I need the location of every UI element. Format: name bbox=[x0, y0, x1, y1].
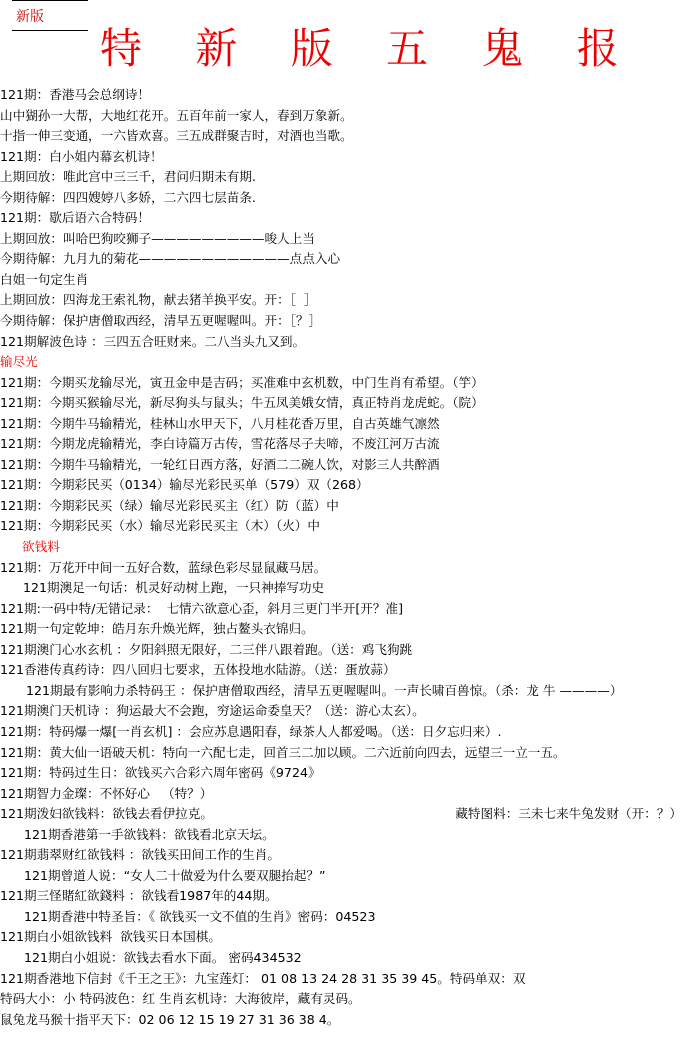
article-body bbox=[0, 85, 690, 1030]
text-line: 121期最有影响力杀特码王 ：保护唐僧取西经，清早五更喔喔叫。一声长啸百兽惊。（杀：龙 牛 ————） bbox=[26, 682, 623, 698]
text-line: 121期：特码爆一爆[一肖玄机] ：会应苏息遇阳春，绿茶人人都爱喝。（送：日夕忘归来）. bbox=[0, 723, 502, 739]
text-line: 121期一句定乾坤：皓月东升焕光辉，独占鳌头衣锦归。 bbox=[0, 621, 314, 637]
text-line: 121期澳门心水玄机 ：夕阳斜照无限好，二三伴八跟着跑。（送：鸡飞狗跳 bbox=[0, 641, 413, 657]
text-line: 121期：万花开中间一五好合数，蓝绿色彩尽显鼠藏马居。 bbox=[0, 559, 327, 575]
text-line: 121期：今期牛马输精光，桂林山水甲天下，八月桂花香万里，自古英雄气凛然 bbox=[0, 415, 440, 431]
text-line: 121期翡翠财红欲钱料 ：欲钱买田间工作的生肖。 bbox=[0, 847, 280, 863]
text-line: 上期回放：唯此宫中三三千，君问归期未有期. bbox=[0, 169, 256, 185]
text-line: 121期：白小姐内幕玄机诗！ bbox=[0, 148, 163, 164]
text-line: 121期香港第一手欲钱料：欲钱看北京天坛。 bbox=[24, 826, 275, 842]
text-line: 121期解波色诗 ：三四五合旺财来。二八当头九又到。 bbox=[0, 333, 306, 349]
section-heading: 输尽光 bbox=[0, 354, 38, 370]
text-line: 今期待解：九月九的菊花————————————点点入心 bbox=[0, 251, 341, 267]
text-line: 上期回放：四海龙王索礼物，献去猪羊换平安。开：［ ］ bbox=[0, 292, 317, 308]
badge-bottom-rule bbox=[12, 30, 88, 31]
text-line: 今期待解：保护唐僧取西经，清早五更喔喔叫。开：［？］ bbox=[0, 313, 322, 329]
badge-text: 新版 bbox=[16, 9, 44, 25]
text-line: 121期：今期彩民买（绿）输尽光彩民买主（红）防（蓝）中 bbox=[0, 497, 339, 513]
text-line: 121期澳门天机诗 ：狗运最大不会跑，穷途运命委皇天？（送：游心太玄）。 bbox=[0, 703, 425, 719]
text-line: 121香港传真药诗：四八回归七要求，五体投地水陆游。（送：蛋放蒜） bbox=[0, 662, 396, 678]
text-line: 121期澳足一句话：机灵好动树上跑，一只神捧写功史 bbox=[23, 580, 325, 596]
text-line: 121期:一码中特/无错记录： 七情六欲意心歪，斜月三更门半开[开？准] bbox=[0, 600, 403, 616]
text-line: 121期智力金璨：不怀好心 （特？） bbox=[0, 785, 213, 801]
text-line: 121期香港中特圣旨：《 欲钱买一文不值的生肖》密码：04523 bbox=[24, 908, 376, 924]
text-line: 121期：今期买猴输尽光，新尽狗头与鼠头；牛五凤美娥女情，真正特肖龙虎蛇。（院） bbox=[0, 395, 484, 411]
text-line: 121期白小姐说：欲钱去看水下面。 密码434532 bbox=[24, 949, 302, 965]
text-line-left: 121期泼妇欲钱料：欲钱去看伊拉克。 bbox=[0, 806, 213, 822]
text-line: 121期曾道人说：“女人二十做爱为什么要双腿抬起？” bbox=[24, 867, 326, 883]
text-line: 121期：今期彩民买（0134）输尽光彩民买单（579）双（268） bbox=[0, 477, 369, 493]
text-line: 121期：歇后语六合特码！ bbox=[0, 210, 150, 226]
edition-badge bbox=[12, 0, 88, 31]
text-line: 121期白小姐欲钱料 欲钱买日本国棋。 bbox=[0, 929, 221, 945]
text-line: 121期：今期龙虎输精光，李白诗篇万古传，雪花落尽子夫啼，不废江河万古流 bbox=[0, 436, 440, 452]
text-line: 121期三怪賭紅欲錢料 ：欲钱看1987年的44期。 bbox=[0, 888, 278, 904]
text-line-pair bbox=[0, 804, 690, 825]
text-line: 121期：特码过生日：欲钱买六合彩六周年密码《9724》 bbox=[0, 765, 321, 781]
page-title: 特 新 版 五 鬼 报 bbox=[100, 24, 639, 73]
text-line: 山中猢孙一大帮，大地红花开。五百年前一家人，春到万象新。 bbox=[0, 107, 353, 123]
text-line: 上期回放：叫哈巴狗咬狮子—————————唆人上当 bbox=[0, 230, 315, 246]
text-line: 十指一伸三变通，一六皆欢喜。三五成群聚吉时，对酒也当歌。 bbox=[0, 128, 353, 144]
text-line: 白姐一句定生肖 bbox=[0, 271, 89, 287]
text-line: 今期待解：四四嫂婷八多娇，二六四七层苗条. bbox=[0, 189, 256, 205]
text-line: 121期：今期买龙输尽光，寅丑金申是吉码；买准难中玄机数，中门生肖有希望。（竽） bbox=[0, 374, 484, 390]
text-line: 121期：今期牛马输精光，一轮红日西方落，好酒二二碗人饮，对影三人共醉酒 bbox=[0, 456, 440, 472]
text-line: 121期：今期彩民买（水）输尽光彩民买主（木）（火）中 bbox=[0, 518, 320, 534]
text-line: 鼠兔龙马猴十指平天下：02 06 12 15 19 27 31 36 38 4。 bbox=[0, 1011, 340, 1027]
text-line: 121期：香港马会总纲诗！ bbox=[0, 87, 150, 102]
text-line: 特码大小：小 特码波色：红 生肖玄机诗：大海彼岸，藏有灵码。 bbox=[0, 991, 361, 1007]
text-line: 121期：黄大仙一语破天机：特向一六配七走，回首三二加以顾。二六近前向四去，远望三一立一五。 bbox=[0, 744, 566, 760]
text-line: 121期香港地下信封《千王之王》：九宝莲灯： 01 08 13 24 28 31 35 39 45。特码单双：双 bbox=[0, 970, 526, 986]
text-line-right: 藏特图料：三未七来牛兔发财（开：？） bbox=[455, 806, 682, 822]
section-heading: 欲钱料 bbox=[22, 539, 60, 555]
